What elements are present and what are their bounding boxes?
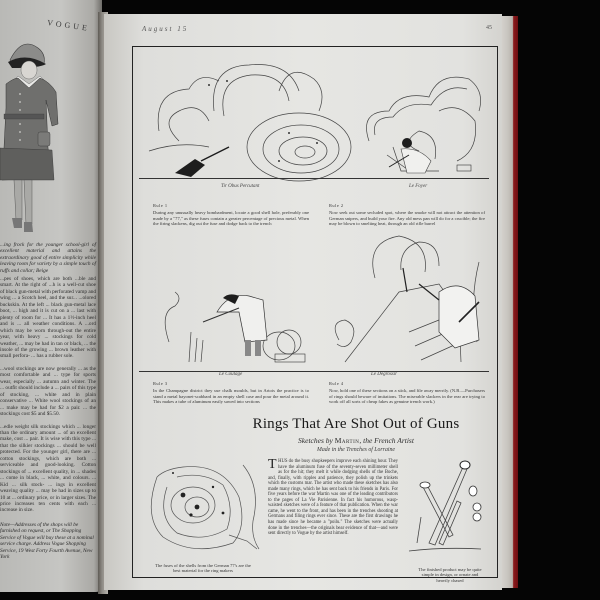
left-paragraph: ...pes of shoes, which are both ...ble and smart. At the right of ...h is a well-cut shoe of black gun-metal with perforated vamp and wing ... a Scotch heel, and the sur... ...olored buckskin. At the left ... black gun-metal lace boot, ... high and it is cut on a ... last with plenty of room for ... It has a 1½-inch heel and is ... all weather conditions. A ...ord which may be worn through-out the entire year, with heavy ... stockings for cold weather, ... may be had in tan or black, ... the insole of the growing ... brown leather with small perfora- ... has a rubber sole. bbox=[0, 276, 96, 360]
sketch-finished-rings bbox=[403, 447, 483, 565]
left-page bbox=[0, 0, 102, 592]
rule-text: Now, hold one of these sections on a stick, and file away merrily. (N.B.—Purchasers of rings should beware of imitations. The miserable slackers in the rear are trying to work off all sorts of cheap fakes as genuine trench work.) bbox=[329, 388, 485, 405]
article-text: HUS do the busy shopkeepers improve each shining hour. They have the aluminum fuse of the seventy-seven millimeter shell as for the hit; they melt it while dodging shells of the Boche, and, finally, with ripples and patience, they polish up the trinkets which the customs mar. The artist who made these sketches has also made many rings, which he has sent back to his friends in Paris. For five years before the war Martin was one of the leading contributors to the pages of La Vie Parisienne. In fact his humorous, wasp-waisted sketches were of a feature of that publication. When the war came, he went to the front, and has been in the trenches shooting at Germans and filing rings ever since. These are the first drawings he has made since he became a "poilu." The sketches were actually done in the trenches—the originals bear evidence of that—and were sent directly to Vogue by the artist himself. bbox=[268, 459, 398, 537]
artist-name: Martin bbox=[334, 436, 360, 445]
ground-line bbox=[139, 178, 489, 180]
subtitle-suffix: , the French Artist bbox=[359, 436, 414, 445]
fashion-illustration bbox=[0, 28, 62, 238]
panel-caption: Tir Obus Percutant bbox=[221, 184, 260, 189]
page-edges bbox=[500, 16, 518, 588]
left-paragraph: ...edle weight silk stockings which ... longer than the ordinary amount ... of an excellent make, cost ... pair. It is wise with this type ... that the silkier stockings ... should be well protected. For the younger girl, there are ... cotton stockings, which are both ... serviceable and good-looking. Cotton stockings of ... excellent quality, in ... shades ... come in black, ... white, and colours. ... Kid ... silk stock- ... ings in excellent weaving quality ... may be had in sizes up to 10 at ... ordinary price, or in larger sizes. The price increases ten cents with each ... increase in size. bbox=[0, 423, 96, 514]
page-number: 45 bbox=[486, 25, 492, 31]
panel-row-middle bbox=[139, 222, 489, 377]
drop-cap: T bbox=[268, 457, 277, 472]
right-sketch-caption: The finished product may be quite simple in design, or ornate and heavily chased bbox=[418, 567, 482, 583]
article-subtitle bbox=[231, 436, 481, 445]
rule-3 bbox=[153, 381, 309, 405]
rule-title: Rule 2 bbox=[329, 203, 344, 208]
article-body bbox=[268, 459, 398, 537]
sketch-bombardment-and-fire bbox=[139, 51, 489, 179]
left-running-head: VOGUE bbox=[46, 18, 91, 33]
shopping-note: Note—Addresses of the shops will be furnished on request, or The Shopping Service of Vogue will buy these at a nominal service charge. Address Vogue Shopping Service, 19 West Forty Fourth Avenue, New York bbox=[0, 522, 94, 561]
rule-title: Rule 3 bbox=[153, 381, 168, 386]
rule-text: Now seek out some secluded spot, where the smoke will not attract the attention of German snipers, and build your fire. Any old mess pan will do for a crucible; the fire may be blown to smelting heat, through an old rifle barrel bbox=[329, 210, 485, 227]
panel-row-top bbox=[139, 51, 489, 189]
article-title: Rings That Are Shot Out of Guns bbox=[252, 416, 460, 432]
right-page bbox=[104, 14, 502, 590]
running-head-date: August 15 bbox=[142, 25, 189, 33]
left-paragraph: ...wool stockings are now generally ... as the most comfortable and ... type for sports wear, especially ... autumn and winter. The ... outfit should include a ... pairs of this type of stocking, ... white and in plain conservative ... White wool stockings of an ... make may be had for $2 a pair. ... the stockings cost $5 and $5.50. bbox=[0, 365, 96, 418]
left-body-text bbox=[0, 276, 96, 520]
illustration-frame bbox=[132, 46, 498, 583]
rule-text: In the Champagne district they use chalk moulds, but in Artois the practice is to stand a metal bayonet-scabbard in an empty shell case and pour the metal around it. This makes a tube of aluminum easily sawed into sections bbox=[153, 388, 309, 405]
sketch-shell-crater bbox=[143, 457, 261, 557]
rule-title: Rule 4 bbox=[329, 381, 344, 386]
subtitle-prefix: Sketches by bbox=[298, 436, 335, 445]
rule-title: Rule 1 bbox=[153, 203, 168, 208]
left-sketch-caption: The fuses of the shells from the German 77's are the best material for the ring makers bbox=[155, 563, 251, 574]
panel-caption: Le Coulage bbox=[219, 372, 243, 377]
rule-4 bbox=[329, 381, 485, 405]
fashion-caption: ...ing frock for the younger school-girl of excellent material and attains the extraordinary good of entire simplicity while leaving room for variety by a simple touch of ruffs and collar; Beige bbox=[0, 242, 96, 274]
article-dateline: Made in the Trenches of Lorraine bbox=[317, 447, 395, 453]
ground-line bbox=[139, 371, 489, 373]
sketch-casting-and-filing bbox=[139, 222, 489, 370]
panel-caption: Le Foyer bbox=[409, 184, 428, 189]
panel-caption: Le Dégrossir bbox=[371, 372, 398, 377]
rule-text: During any unusually heavy bombardment, locate a good shell hole, preferably one made by a "77," as these fuses contain a greater percentage of precious metal. When the firing slackens, dig out the fuse and dodge back to the trench bbox=[153, 210, 309, 227]
